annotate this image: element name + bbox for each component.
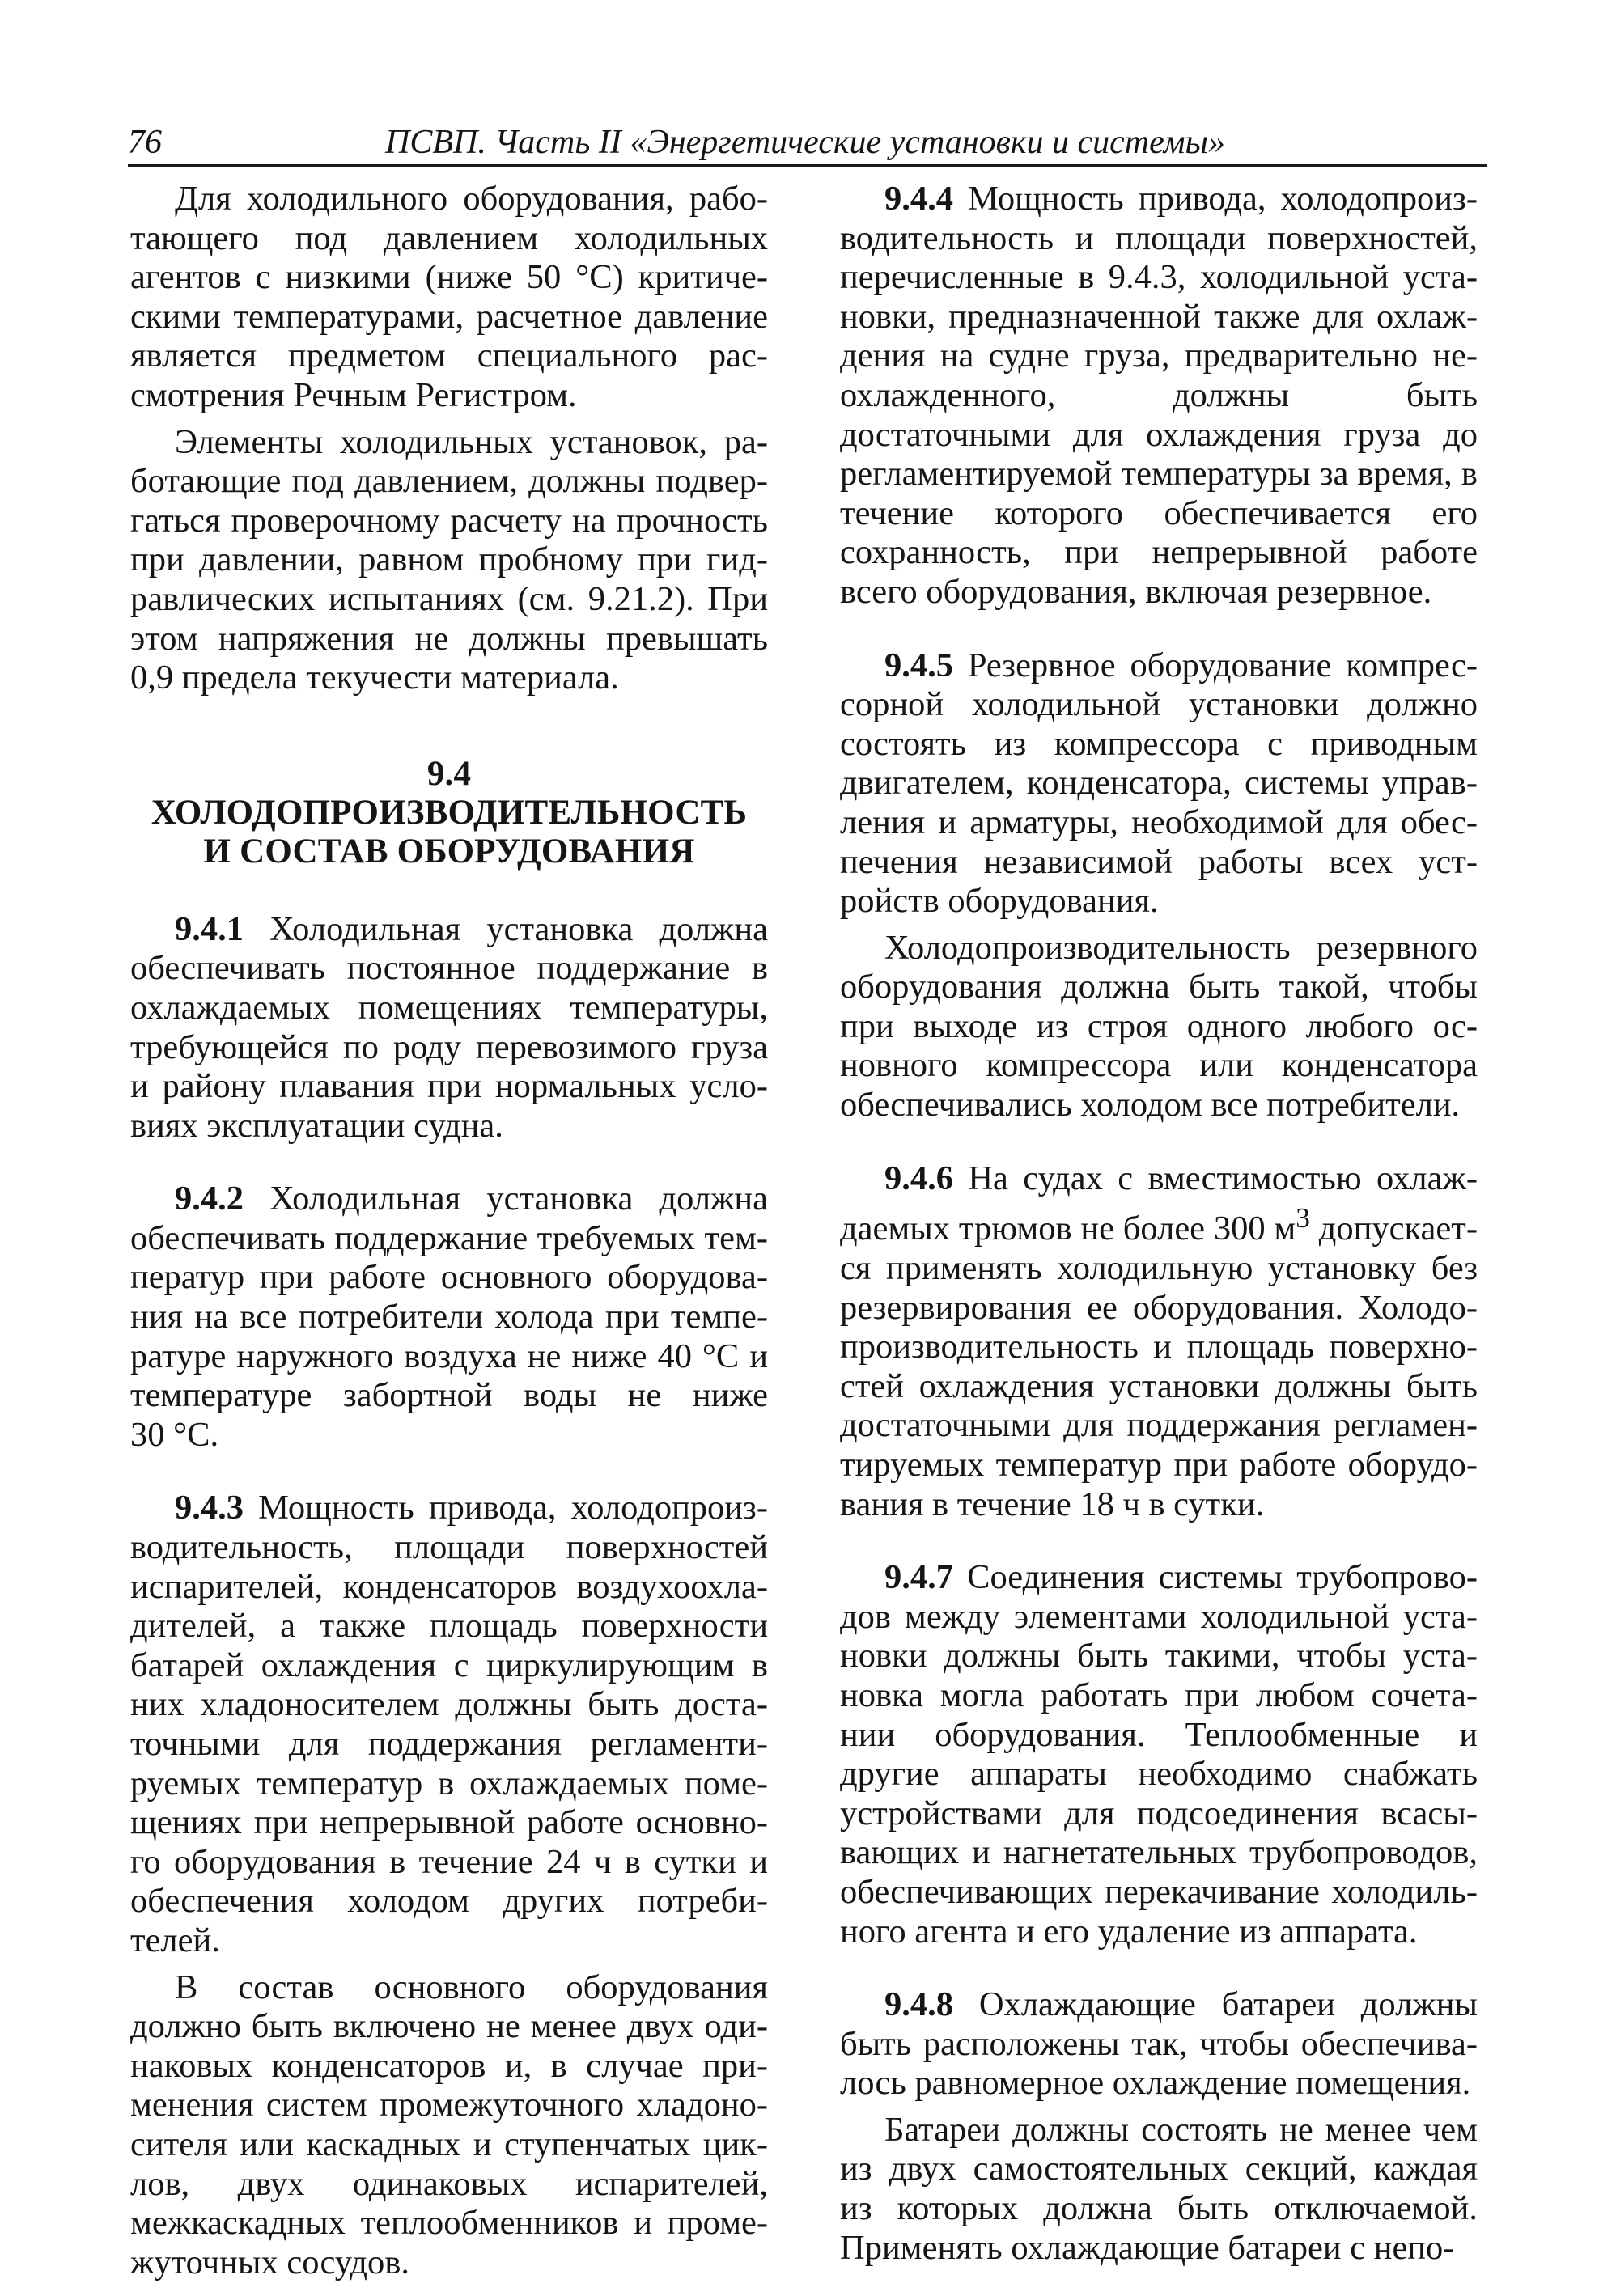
section-heading-line-1: 9.4 ХОЛОДОПРОИЗВОДИТЕЛЬНОСТЬ <box>151 754 748 832</box>
running-title: ПСВП. Часть II «Энергетические установки и системы» <box>385 124 1225 161</box>
clause-number: 9.4.5 <box>884 646 953 684</box>
clause-9-4-1 <box>130 910 768 1146</box>
clause-text: Соединения системы трубопроводов между элементами холодильной установки должны быть такими, чтобы установка могла работать при любом сочетании оборудования. Теплообменные и другие аппараты необходимо снабжать устройствами для подсоединения всасывающих и нагнетательных трубопроводов, обеспечивающих перекачивание холодильного агента и его удаление из аппарата. <box>840 1558 1478 1951</box>
page-number: 76 <box>128 124 162 161</box>
clause-9-4-7 <box>840 1558 1478 1951</box>
clause-text: Мощность привода, холодопроизводительность, площади поверхностей испарителей, конденсаторов воздухоохладителей, а также площадь поверхности батарей охлаждения с циркулирующим в них хладоносителем должны быть достаточными для поддержания регламентируемых температур в охлаждаемых помещениях при непрерывной работе основного оборудования в течение 24 ч в сутки и обеспечения холодом других потребителей. <box>130 1489 768 1959</box>
clause-number: 9.4.7 <box>884 1558 953 1597</box>
clause-number: 9.4.6 <box>884 1159 953 1197</box>
clause-text-after-unit: допускается применять холодильную установку без резервирования ее оборудования. Холодопроизводительность и площадь поверхностей охлаждения установки должны быть достаточными для поддержания регламентируемых температур при работе оборудования в течение 18 ч в сутки. <box>840 1209 1478 1523</box>
clause-number: 9.4.3 <box>175 1489 244 1527</box>
clause-number: 9.4.1 <box>175 909 244 948</box>
cubic-superscript: 3 <box>1296 1201 1310 1235</box>
clause-text: Холодильная установка должна обеспечивать поддержание требуемых температур при работе основного оборудования на все потребители холода при температуре наружного воздуха не ниже 40 °С и температуре забортной воды не ниже 30 °С. <box>130 1180 768 1454</box>
clause-text: Мощность привода, холодопроизводительность и площади поверхностей, перечисленные в 9.4.3, холодильной установки, предназначенной также для охлаждения на судне груза, предварительно неохлажденного, должны быть достаточными для охлаждения груза до регламентируемой температуры за время, в течение которого обеспечивается его сохранность, при непрерывной работе всего оборудования, включая резервное. <box>840 180 1478 611</box>
reserve-capacity-paragraph: Холодопроизводительность резервного оборудования должна быть такой, чтобы при выходе из строя одного любого основного компрессора или конденсатора обеспечивались холодом все потребители. <box>840 928 1478 1125</box>
clause-number: 9.4.8 <box>884 1985 953 2024</box>
section-heading-9-4 <box>130 755 768 871</box>
header-rule <box>128 164 1487 167</box>
section-heading-line-2: И СОСТАВ ОБОРУДОВАНИЯ <box>203 832 695 871</box>
main-equipment-paragraph: В состав основного оборудования должно быть включено не менее двух одинаковых конденсаторов и, в случае применения систем промежуточного хладоносителя или каскадных и ступенчатых циклов, двух одинаковых испарителей, межкаскадных теплообменников и промежуточных сосудов. <box>130 1968 768 2281</box>
clause-9-4-6 <box>840 1159 1478 1525</box>
clause-number: 9.4.4 <box>884 180 953 218</box>
intro-paragraph-strength-check: Элементы холодильных установок, работающие под давлением, должны подвергаться проверочному расчету на прочность при давлении, равном пробному при гидравлических испытаниях (см. 9.21.2). При этом напряжения не должны превышать 0,9 предела текучести материала. <box>130 422 768 697</box>
clause-9-4-2 <box>130 1180 768 1455</box>
page-header <box>128 120 1487 165</box>
clause-text: Резервное оборудование компрессорной холодильной установки должно состоять из компрессора с приводным двигателем, конденсатора, системы управления и арматуры, необходимой для обеспечения независимой работы всех устройств оборудования. <box>840 646 1478 921</box>
clause-9-4-3 <box>130 1489 768 1960</box>
left-column <box>130 180 768 2282</box>
clause-9-4-4 <box>840 180 1478 612</box>
right-column <box>840 180 1478 2268</box>
clause-text: Холодильная установка должна обеспечивать постоянное поддержание в охлаждаемых помещениях температуры, требующейся по роду перевозимого груза и району плавания при нормальных условиях эксплуатации судна. <box>130 909 768 1145</box>
clause-text-before-unit: На судах с вместимостью охлаждаемых трюмов не более 300 м <box>840 1159 1478 1248</box>
clause-text: Охлаждающие батареи должны быть расположены так, чтобы обеспечивалось равномерное охлаждение помещения. <box>840 1985 1478 2103</box>
batteries-paragraph: Батареи должны состоять не менее чем из двух самостоятельных секций, каждая из которых должна быть отключаемой. Применять охлаждающие батареи с непо- <box>840 2110 1478 2267</box>
clause-number: 9.4.2 <box>175 1180 244 1218</box>
intro-paragraph-low-temp: Для холодильного оборудования, работающего под давлением холодильных агентов с низкими (ниже 50 °С) критическими температурами, расчетное давление является предметом специального рассмотрения Речным Регистром. <box>130 180 768 414</box>
clause-9-4-8 <box>840 1985 1478 2103</box>
clause-9-4-5 <box>840 646 1478 921</box>
